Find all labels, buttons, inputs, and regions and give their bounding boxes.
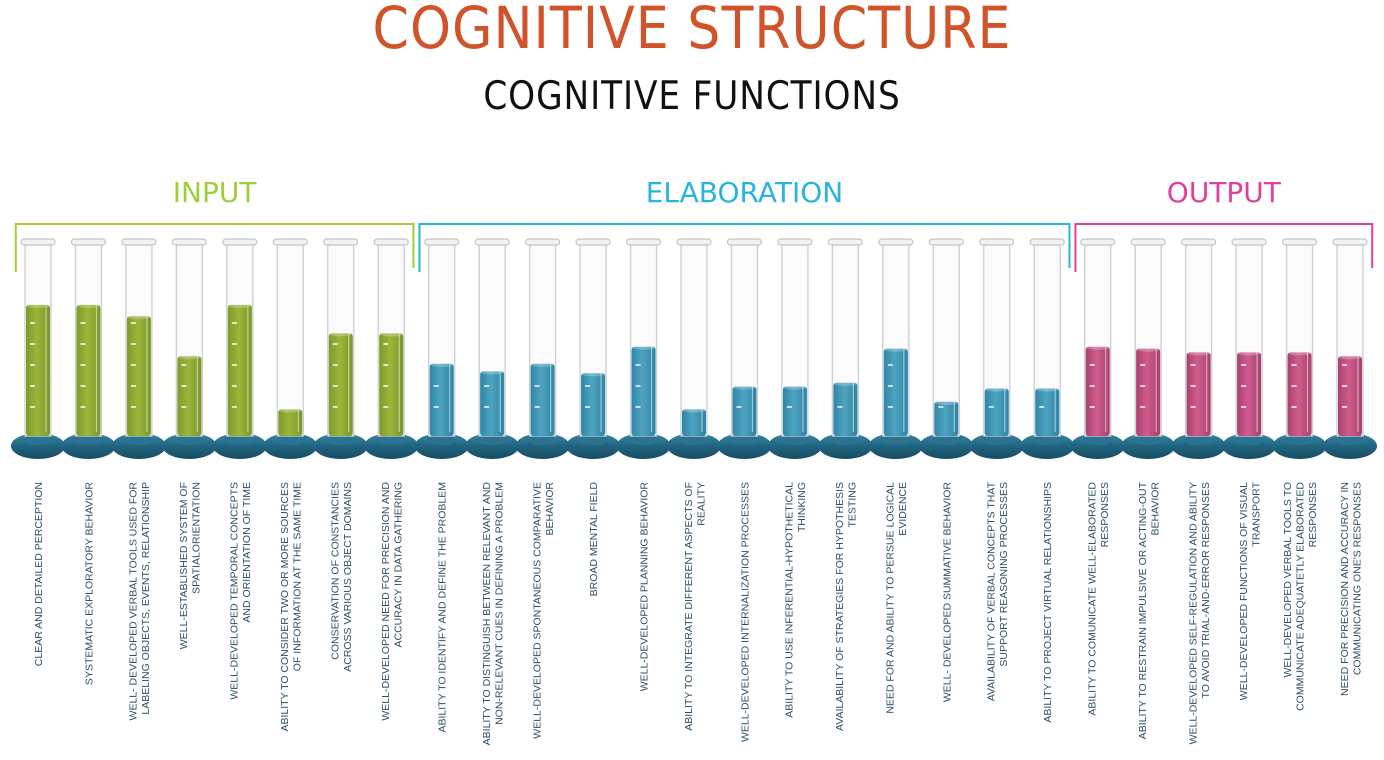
category-label-line: TRANSPORT — [1250, 482, 1263, 547]
cylinder — [1020, 239, 1074, 459]
category-label — [1282, 482, 1319, 711]
cylinder-rim — [71, 239, 105, 245]
category-label-line: RESPONSES — [1098, 482, 1111, 548]
category-label — [588, 482, 600, 597]
category-label-line: ABILITY TO CONSIDER TWO OR MORE SOURCES — [279, 482, 292, 732]
group-label-input: INPUT — [172, 176, 257, 209]
category-label — [739, 482, 751, 742]
cylinder — [919, 239, 973, 459]
category-label-line: COMMUNICATING ONE'S RESPONSES — [1351, 482, 1364, 676]
category-label-line: BEHAVIOR — [543, 482, 556, 536]
cylinder — [1273, 239, 1327, 459]
cylinder-rim — [1081, 239, 1115, 245]
cylinder-rim — [1333, 239, 1367, 245]
chart-subtitle: COGNITIVE FUNCTIONS — [483, 74, 901, 119]
category-label — [531, 482, 556, 739]
category-label-line: AVAILABILITY OF STRATEGIES FOR HYPOTHESIS — [834, 482, 847, 731]
cylinder-tube — [277, 244, 303, 436]
category-label-line: THINKING — [796, 482, 809, 533]
cylinder-rim — [627, 239, 661, 245]
category-label-line: WELL- DEVELOPED SUMMATIVE BEHAVIOR — [941, 482, 954, 703]
cylinder-rim — [677, 239, 711, 245]
category-label — [1137, 481, 1162, 739]
category-label-line: CONSERVATION OF CONSTANCIES — [329, 482, 342, 660]
category-label-line: SUPPORT REASONING PROCESSES — [998, 482, 1011, 667]
group-label-elaboration: ELABORATION — [645, 176, 844, 209]
cylinder-rim — [929, 239, 963, 245]
category-label-line: ABILITY TO USE INFERENTIAL-HYPOTHETICAL — [783, 482, 796, 718]
category-label-line: COMMUNICATE ADEQUATETLY ELABORATED — [1294, 482, 1307, 711]
cylinder — [465, 239, 519, 459]
category-label — [83, 482, 95, 685]
category-label-line: WELL-DEVELOPED SPONTANEOUS COMPARATIVE — [531, 482, 544, 739]
category-label-line: WELL-DEVELOPED VERBAL TOOLS TO — [1282, 482, 1295, 678]
cylinder — [263, 239, 317, 459]
category-label-line: ABILITY TO INTEGRATE DIFFERENT ASPECTS OF — [682, 482, 695, 731]
cylinder-rim — [273, 239, 307, 245]
category-label — [437, 482, 449, 733]
category-label-line: ACCURACY IN DATA GATHERING — [392, 482, 405, 648]
category-label-line: BEHAVIOR — [1149, 482, 1162, 536]
cylinder — [213, 239, 267, 459]
category-label — [639, 482, 651, 692]
category-label-line: NEED FOR AND ABILITY TO PERSUE LOGICAL — [884, 482, 897, 714]
category-label-line: ABILITY TO COMUNICATE WELL-ELABORATED — [1086, 482, 1099, 716]
category-label — [1339, 482, 1364, 696]
category-label-line: EVIDENCE — [897, 482, 910, 536]
category-label-line: ABILITY TO PROJECT VIRTUAL RELATIONSHIPS — [1042, 482, 1055, 723]
cylinder-rim — [1182, 239, 1216, 245]
cylinder — [1222, 239, 1276, 459]
category-label — [1187, 482, 1212, 744]
category-label-line: WELL-DEVELOPED NEED FOR PRECISION AND — [379, 482, 392, 721]
category-label-line: NEED FOR PRECISION AND ACCURACY IN — [1338, 482, 1351, 696]
cylinder-rim — [980, 239, 1014, 245]
cylinder — [717, 239, 771, 459]
cylinder-rim — [223, 239, 257, 245]
cylinder-rim — [172, 239, 206, 245]
cylinder-rim — [727, 239, 761, 245]
category-label — [1086, 482, 1111, 716]
category-label-line: TO AVOID TRIAL-AND-ERROR RESPONSES — [1199, 482, 1212, 699]
category-label — [784, 482, 809, 718]
cylinder-rim — [526, 239, 560, 245]
category-label-line: TESTING — [846, 482, 859, 528]
cylinder-rim — [324, 239, 358, 245]
cylinder-tube — [681, 244, 707, 436]
cylinder — [314, 239, 368, 459]
cylinder-rim — [1030, 239, 1064, 245]
group-label-output: OUTPUT — [1166, 176, 1281, 209]
category-label-line: ABILITY TO RESTRAIN IMPULSIVE OR ACTING-OUT — [1136, 482, 1149, 740]
category-label — [1238, 481, 1263, 700]
cylinder — [566, 239, 620, 459]
category-label — [885, 482, 910, 714]
cylinder — [11, 239, 65, 459]
category-label-line: WELL-DEVELOPED TEMPORAL CONCEPTS — [228, 482, 241, 700]
category-label — [178, 482, 203, 649]
cylinder-rim — [1131, 239, 1165, 245]
category-label-line: WELL-DEVELOPED INTERNALIZATION PROCESSES — [739, 482, 752, 743]
cylinder — [1071, 239, 1125, 459]
category-label-line: ACROSS VARIOUS OBJECT DOMAINS — [342, 482, 355, 672]
cylinder-rim — [828, 239, 862, 245]
category-label-line: AVAILABILITY OF VERBAL CONCEPTS THAT — [985, 482, 998, 702]
category-label-line: OF INFORMATION AT THE SAME TIME — [291, 482, 304, 672]
category-label-line: SYSTEMATIC EXPLORATORY BEHAVIOR — [83, 482, 96, 686]
cylinder — [869, 239, 923, 459]
cylinder — [818, 239, 872, 459]
category-label — [1042, 482, 1054, 723]
cylinder — [415, 239, 469, 459]
cylinder — [1121, 239, 1175, 459]
category-label-line: CLEAR AND DETAILED PERCEPTION — [33, 482, 45, 667]
cylinder — [162, 239, 216, 459]
category-label-line: WELL-DEVELOPED PLANNING BEHAVIOR — [638, 482, 651, 692]
category-label — [380, 482, 405, 721]
cylinder-rim — [576, 239, 610, 245]
category-label-line: ABILITY TO IDENTIFY AND DEFINE THE PROBLEM — [436, 482, 449, 733]
category-label-line: REALITY — [695, 482, 708, 526]
category-label — [481, 482, 506, 746]
cylinder — [61, 239, 115, 459]
cylinder-rim — [1232, 239, 1266, 245]
category-label — [986, 481, 1011, 701]
cylinder — [970, 239, 1024, 459]
cylinder — [112, 239, 166, 459]
category-label-line: WELL- DEVELOPED VERBAL TOOLS USED FOR — [127, 482, 140, 721]
group-bracket-output — [1075, 224, 1372, 272]
category-label — [128, 482, 153, 721]
category-label — [229, 482, 254, 700]
category-label-line: ABILITY TO DISTINGUISH BETWEEN RELEVANT AND — [480, 482, 493, 746]
cylinder — [768, 239, 822, 459]
cylinder-rim — [122, 239, 156, 245]
category-label — [279, 482, 304, 732]
category-label — [33, 482, 45, 666]
cylinder-rim — [879, 239, 913, 245]
category-label-line: WELL-DEVELOPED SELF-REGULATION AND ABILITY — [1187, 482, 1200, 745]
cylinder — [1323, 239, 1377, 459]
cylinder-rim — [475, 239, 509, 245]
category-label-line: LABELING OBJECTS, EVENTS, RELATIONSHIP — [140, 482, 153, 715]
category-label-line: WELL-ESTABLISHED SYSTEM OF — [178, 482, 191, 650]
category-label-line: RESPONSES — [1307, 482, 1320, 548]
category-label-line: SPATIALORIENTATION — [190, 482, 203, 594]
cylinder-rim — [21, 239, 55, 245]
cylinder — [667, 239, 721, 459]
cylinder-rim — [778, 239, 812, 245]
cylinder-rim — [374, 239, 408, 245]
cylinder-rim — [1283, 239, 1317, 245]
cylinder-rim — [425, 239, 459, 245]
category-label-line: WELL-DEVELOPED FUNCTIONS OF VISUAL — [1237, 482, 1250, 701]
category-label — [330, 482, 355, 672]
category-label — [683, 482, 708, 731]
category-label-line: BROAD MENTAL FIELD — [588, 482, 601, 597]
cylinder — [1172, 239, 1226, 459]
cylinder — [617, 239, 671, 459]
cylinder — [364, 239, 418, 459]
category-label-line: NON-RELEVANT CUES IN DEFINING A PROBLEM — [493, 482, 506, 725]
category-label — [834, 482, 859, 731]
category-label — [941, 482, 953, 703]
category-label-line: AND ORIENTATION OF TIME — [241, 482, 254, 623]
chart-title: COGNITIVE STRUCTURE — [372, 0, 1012, 62]
cylinder — [516, 239, 570, 459]
